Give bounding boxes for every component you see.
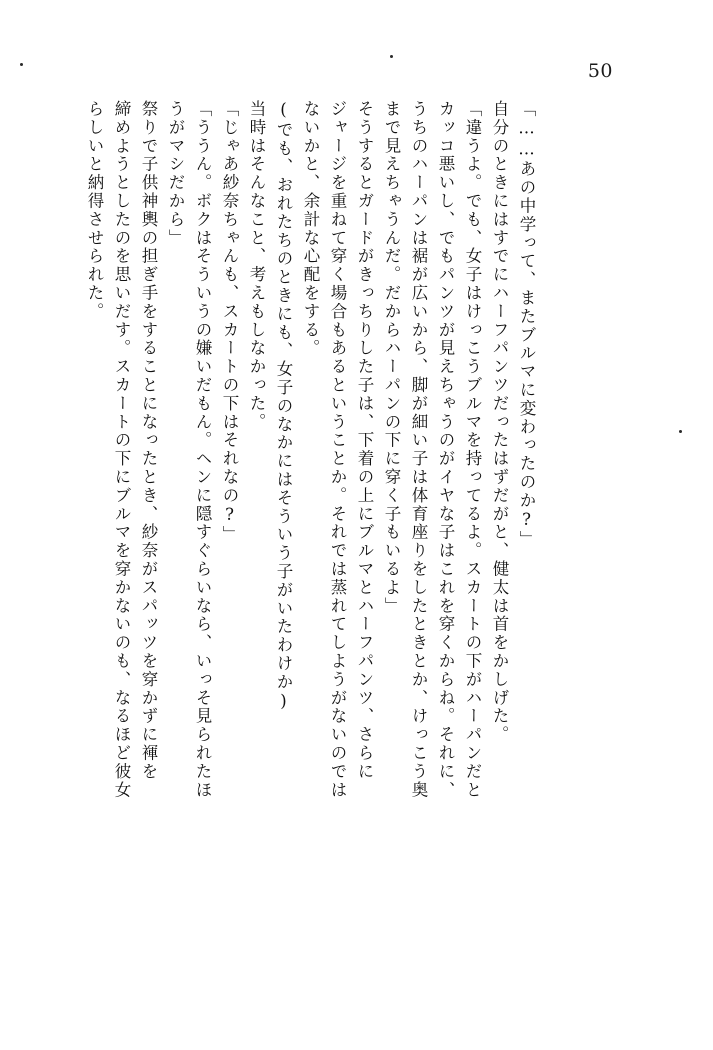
text-column: うがマシだから」	[166, 100, 185, 248]
text-column: 「……あの中学って、またブルマに変わったのか?」	[517, 100, 536, 550]
scan-speck	[20, 63, 23, 66]
text-column: ジャージを重ねて穿く場合もあるということか。それでは蒸れてしようがないのでは	[328, 100, 347, 800]
scan-speck	[679, 430, 682, 433]
text-column: そうするとガードがきっちりした子は、下着の上にブルマとハーフパンツ、さらに	[355, 100, 374, 781]
text-column: 「ううん。ボクはそういうの嫌いだもん。ヘンに隠すぐらいなら、いっそ見られたほ	[193, 100, 212, 800]
page-number: 50	[587, 60, 613, 82]
text-column: カッコ悪いし、でもパンツが見えちゃうのがイヤな子はこれを穿くからね。それに、	[436, 100, 455, 800]
text-column: 「違うよ。でも、女子はけっこうブルマを持ってるよ。スカートの下がハーパンだと	[463, 100, 482, 800]
text-column: 「じゃあ紗奈ちゃんも、スカートの下はそれなの?」	[220, 100, 239, 545]
vertical-text-block	[75, 100, 635, 970]
text-column: ないかと、余計な心配をする。	[301, 100, 320, 358]
text-column: まで見えちゃうんだ。だからハーパンの下に穿く子もいるよ」	[382, 100, 401, 616]
text-column: 当時はそんなこと、考えもしなかった。	[247, 100, 266, 432]
text-column: 締めようとしたのを思いだす。スカートの下にブルマを穿かないのも、なるほど彼女	[112, 100, 131, 800]
text-column: らしいと納得させられた。	[85, 100, 104, 321]
text-column: うちのハーパンは裾が広いから、脚が細い子は体育座りをしたときとか、けっこう奥	[409, 100, 428, 800]
text-column: (でも、おれたちのときにも、女子のなかにはそういう子がいたわけか)	[274, 100, 293, 713]
text-column: 祭りで子供神輿の担ぎ手をすることになったとき、紗奈がスパッツを穿かずに褌を	[139, 100, 158, 781]
scan-speck	[390, 55, 393, 58]
text-column: 自分のときにはすでにハーフパンツだったはずだがと、健太は首をかしげた。	[490, 100, 509, 744]
